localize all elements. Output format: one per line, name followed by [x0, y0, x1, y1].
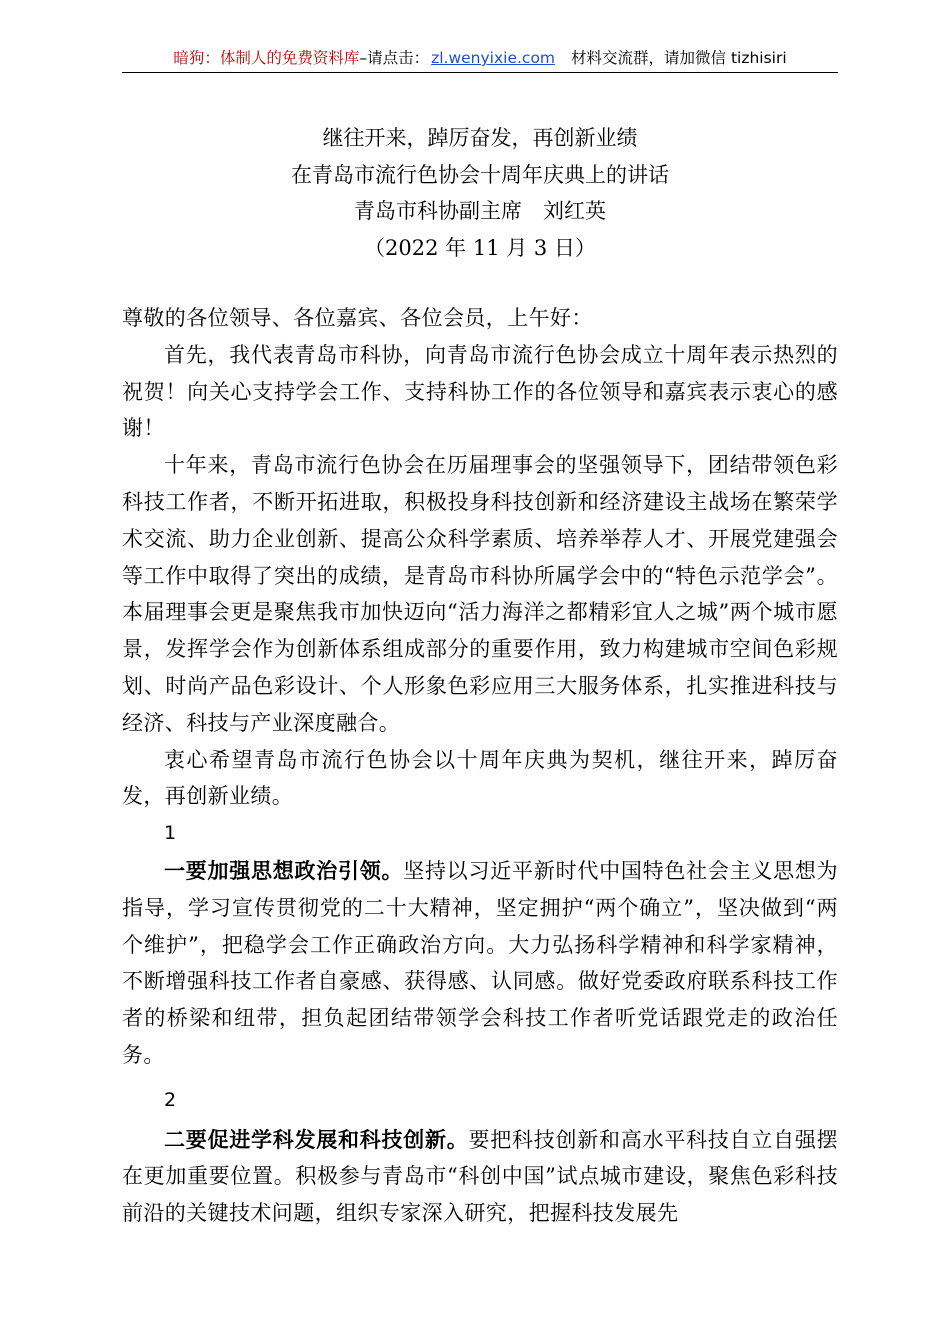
speaker-line: 青岛市科协副主席 刘红英: [354, 199, 606, 223]
document-subtitle: 在青岛市流行色协会十周年庆典上的讲话: [291, 162, 669, 187]
paragraph-3: 衷心希望青岛市流行色协会以十周年庆典为契机，继往开来，踔厉奋发，再创新业绩。: [122, 747, 838, 809]
paragraph-1: 首先，我代表青岛市科协，向青岛市流行色协会成立十周年表示热烈的祝贺！向关心支持学会工作、支持科协工作的各位领导和嘉宾表示衷心的感谢！: [122, 342, 838, 441]
header-prompt: –请点击：: [359, 49, 430, 67]
point-1-text: 坚持以习近平新时代中国特色社会主义思想为指导，学习宣传贯彻党的二十大精神，坚定拥护“两个确立”，坚决做到“两个维护”，把稳学会工作正确政治方向。大力弘扬科学精神和科学家精神，不断增强科技工作者自豪感、获得感、认同感。做好党委政府联系科技工作者的桥梁和纽带，担负起团结带领学会科技工作者听党话跟党走的政治任务。: [122, 858, 839, 1067]
paragraph-2: 十年来，青岛市流行色协会在历届理事会的坚强领导下，团结带领色彩科技工作者，不断开拓进取，积极投身科技创新和经济建设主战场在繁荣学术交流、助力企业创新、提高公众科学素质、培养举荐人才、开展党建强会等工作中取得了突出的成绩，是青岛市科协所属学会中的“特色示范学会”。本届理事会更是聚焦我市加快迈向“活力海洋之都精彩宜人之城”两个城市愿景，发挥学会作为创新体系组成部分的重要作用，致力构建城市空间色彩规划、时尚产品色彩设计、个人形象色彩应用三大服务体系，扎实推进科技与经济、科技与产业深度融合。: [122, 453, 838, 735]
header-contact: 材料交流群，请加微信 tizhisiri: [571, 49, 787, 67]
date-line: （2022 年 11 月 3 日）: [364, 235, 596, 260]
header-brand: 暗狗：体制人的免费资料库: [173, 49, 360, 67]
point-1: [122, 853, 838, 1074]
point-2-text: 要把科技创新和高水平科技自立自强摆在更加重要位置。积极参与青岛市“科创中国”试点城市建设，聚焦色彩科技前沿的关键技术问题，组织专家深入研究，把握科技发展先: [122, 1127, 838, 1226]
point-2-title: 二要促进学科发展和科技创新。: [164, 1126, 469, 1152]
point-2: [122, 1122, 838, 1232]
greeting: 尊敬的各位领导、各位嘉宾、各位会员，上午好：: [122, 306, 593, 330]
section-number-1: 1: [164, 822, 177, 845]
document-title: 继往开来，踔厉奋发，再创新业绩: [322, 126, 638, 150]
point-1-title: 一要加强思想政治引领。: [164, 857, 404, 883]
header-link[interactable]: zl.wenyixie.com: [431, 49, 556, 67]
page-header: [122, 44, 838, 73]
title-block: [122, 120, 838, 266]
document-body: [122, 300, 838, 1232]
section-number-2: 2: [164, 1088, 177, 1111]
